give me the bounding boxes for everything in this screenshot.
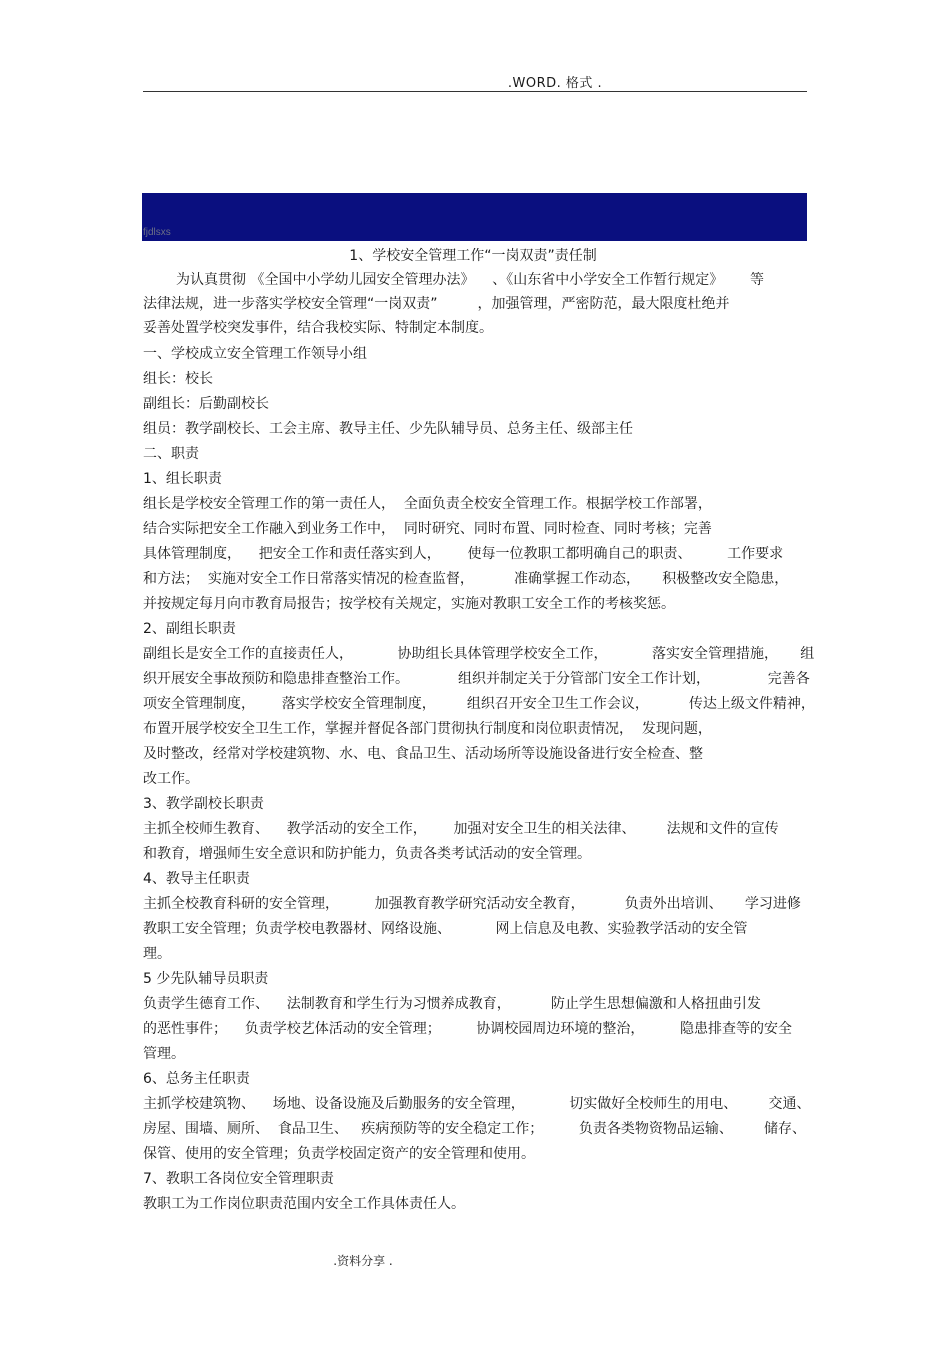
body-line: 法律法规，进一步落实学校安全管理“一岗双责” ，加强管理，严密防范，最大限度杜绝并 — [143, 296, 730, 312]
page-header — [0, 72, 950, 91]
body-line: 一、学校成立安全管理工作领导小组 — [143, 346, 367, 362]
body-line: 5 少先队辅导员职责 — [143, 971, 269, 987]
page-footer-text: .资料分享 . — [333, 1254, 393, 1268]
header-divider — [143, 91, 807, 92]
body-line: 7、教职工各岗位安全管理职责 — [143, 1171, 334, 1187]
body-line: 组长是学校安全管理工作的第一责任人， 全面负责全校安全管理工作。根据学校工作部署， — [143, 496, 712, 512]
document-title — [0, 245, 950, 265]
body-line: 改工作。 — [143, 771, 199, 787]
body-line: 主抓学校建筑物、 场地、设备设施及后勤服务的安全管理， 切实做好全校师生的用电、 交通、 — [143, 1096, 811, 1112]
page-header-text: .WORD. 格式 . — [507, 76, 603, 91]
banner-mark: fjdlsxs — [143, 227, 171, 238]
body-line: 和教育，增强师生安全意识和防护能力，负责各类考试活动的安全管理。 — [143, 846, 591, 862]
body-line: 组员：教学副校长、工会主席、教导主任、少先队辅导员、总务主任、级部主任 — [143, 421, 633, 437]
body-line: 1、组长职责 — [143, 471, 222, 487]
body-line: 负责学生德育工作、 法制教育和学生行为习惯养成教育， 防止学生思想偏激和人格扭曲引发 — [143, 996, 761, 1012]
body-line: 管理。 — [143, 1046, 185, 1062]
body-line: 4、教导主任职责 — [143, 871, 250, 887]
body-line: 妥善处置学校突发事件，结合我校实际、特制定本制度。 — [143, 320, 493, 336]
banner — [142, 193, 807, 241]
body-line: 主抓全校师生教育、 教学活动的安全工作， 加强对安全卫生的相关法律、 法规和文件的宣传 — [143, 821, 779, 837]
body-line: 布置开展学校安全卫生工作，掌握并督促各部门贯彻执行制度和岗位职责情况， 发现问题， — [143, 721, 712, 737]
body-line: 和方法； 实施对安全工作日常落实情况的检查监督， 准确掌握工作动态， 积极整改安全隐患， — [143, 571, 789, 587]
body-line: 织开展安全事故预防和隐患排查整治工作。 组织并制定关于分管部门安全工作计划， 完善各 — [143, 671, 810, 687]
document-title-text: 1、学校安全管理工作“一岗双责”责任制 — [349, 248, 597, 264]
body-line: 教职工为工作岗位职责范围内安全工作具体责任人。 — [143, 1196, 465, 1212]
body-line: 的恶性事件； 负责学校艺体活动的安全管理； 协调校园周边环境的整治， 隐患排查等的安全 — [143, 1021, 793, 1037]
body-line: 主抓全校教育科研的安全管理， 加强教育教学研究活动安全教育， 负责外出培训、 学习进修 — [143, 896, 801, 912]
body-line: 副组长是安全工作的直接责任人， 协助组长具体管理学校安全工作， 落实安全管理措施， 组 — [143, 646, 815, 662]
body-line: 为认真贯彻 《全国中小学幼儿园安全管理办法》 、《山东省中小学安全工作暂行规定》 等 — [176, 272, 764, 288]
body-line: 具体管理制度， 把安全工作和责任落实到人， 使每一位教职工都明确自己的职责、 工作要求 — [143, 546, 784, 562]
body-line: 房屋、围墙、厕所、 食品卫生、 疾病预防等的安全稳定工作； 负责各类物资物品运输、 储存、 — [143, 1121, 807, 1137]
body-line: 保管、使用的安全管理；负责学校固定资产的安全管理和使用。 — [143, 1146, 535, 1162]
body-line: 并按规定每月向市教育局报告；按学校有关规定，实施对教职工安全工作的考核奖惩。 — [143, 596, 675, 612]
body-line: 二、职责 — [143, 446, 199, 462]
body-line: 副组长：后勤副校长 — [143, 396, 269, 412]
page-footer — [0, 1252, 950, 1269]
body-line: 6、总务主任职责 — [143, 1071, 250, 1087]
body-line: 教职工安全管理；负责学校电教器材、网络设施、 网上信息及电教、实验教学活动的安全管 — [143, 921, 748, 937]
body-line: 3、教学副校长职责 — [143, 796, 264, 812]
body-line: 组长：校长 — [143, 371, 213, 387]
body-line: 理。 — [143, 946, 171, 962]
body-line: 项安全管理制度， 落实学校安全管理制度， 组织召开安全卫生工作会议， 传达上级文件精神， — [143, 696, 815, 712]
body-line: 2、副组长职责 — [143, 621, 236, 637]
body-line: 及时整改，经常对学校建筑物、水、电、食品卫生、活动场所等设施设备进行安全检查、整 — [143, 746, 703, 762]
body-line: 结合实际把安全工作融入到业务工作中， 同时研究、同时布置、同时检查、同时考核；完善 — [143, 521, 712, 537]
